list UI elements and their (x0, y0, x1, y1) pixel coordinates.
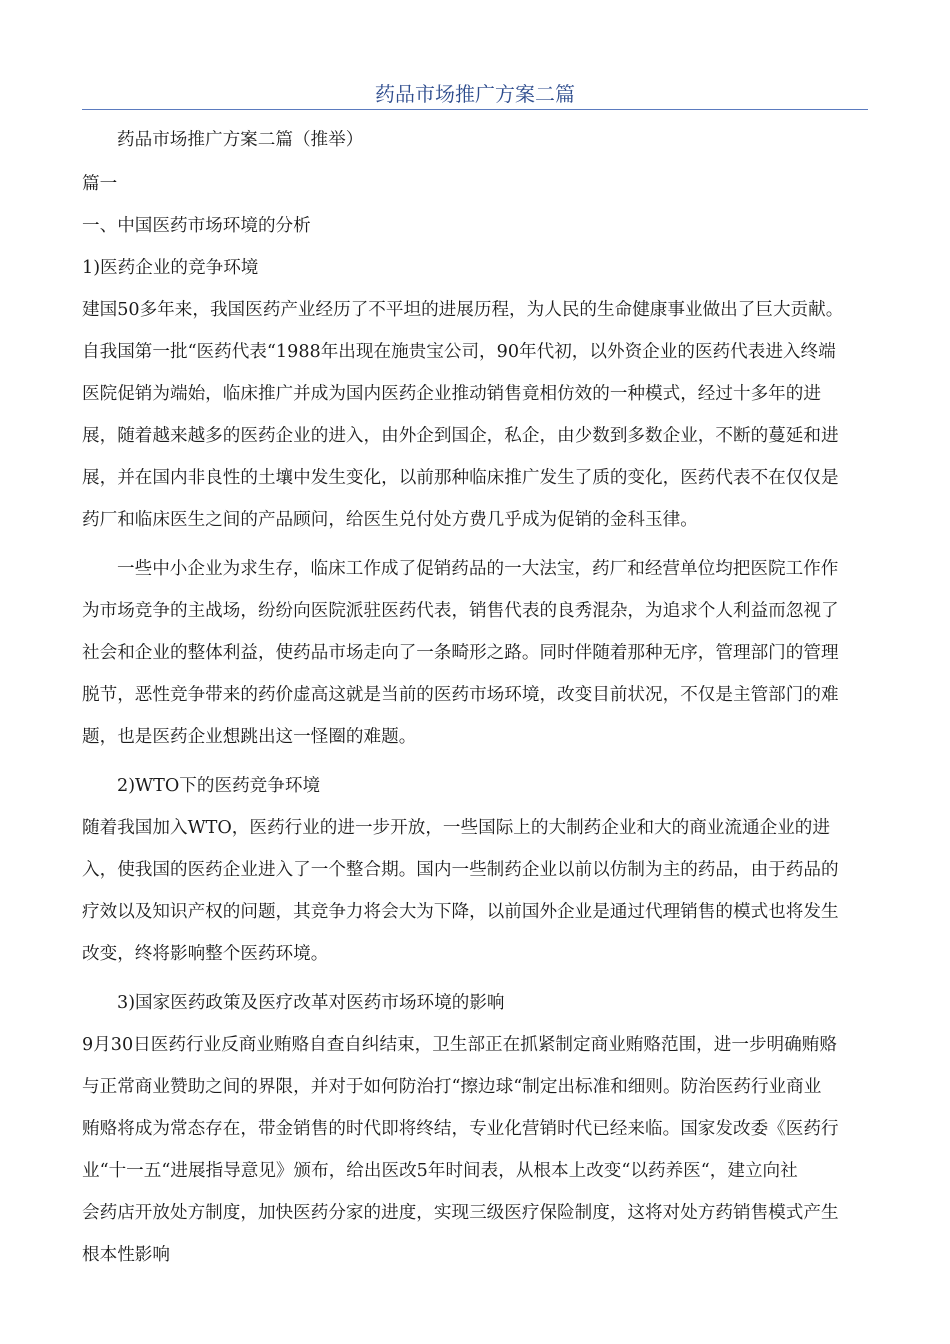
heading-1: 一、中国医药市场环境的分析 (82, 216, 311, 236)
paragraph-line: 展，随着越来越多的医药企业的进入，由外企到国企，私企，由少数到多数企业，不断的蔓延和进 (82, 426, 839, 446)
paragraph-line: 一些中小企业为求生存，临床工作成了促销药品的一大法宝，药厂和经营单位均把医院工作作 (117, 559, 839, 579)
paragraph-line: 题，也是医药企业想跳出这一怪圈的难题。 (82, 727, 417, 747)
subheading-2: 2)WTO下的医药竞争环境 (117, 776, 321, 796)
paragraph-line: 业“十一五“进展指导意见》颁布，给出医改5年时间表，从根本上改变“以药养医“，建立向社 (82, 1161, 798, 1181)
paragraph-line: 入，使我国的医药企业进入了一个整合期。国内一些制药企业以前以仿制为主的药品，由于药品的 (82, 860, 839, 880)
paragraph-line: 医院促销为端始，临床推广并成为国内医药企业推动销售竟相仿效的一种模式，经过十多年的进 (82, 384, 821, 404)
title-divider (82, 109, 868, 110)
paragraph-line: 随着我国加入WTO，医药行业的进一步开放，一些国际上的大制药企业和大的商业流通企业的进 (82, 818, 830, 838)
paragraph-line: 改变，终将影响整个医药环境。 (82, 944, 329, 964)
subtitle-line: 药品市场推广方案二篇（推举） (117, 130, 364, 150)
paragraph-line: 建国50多年来，我国医药产业经历了不平坦的进展历程，为人民的生命健康事业做出了巨大贡献。 (82, 300, 844, 320)
paragraph-line: 与正常商业赞助之间的界限，并对于如何防治打“擦边球“制定出标准和细则。防治医药行业商业 (82, 1077, 822, 1097)
paragraph-line: 自我国第一批“医药代表“1988年出现在施贵宝公司，90年代初，以外资企业的医药代表进入终端 (82, 342, 836, 362)
paragraph-line: 贿赂将成为常态存在，带金销售的时代即将终结，专业化营销时代已经来临。国家发改委《医药行 (82, 1119, 839, 1139)
paragraph-line: 药厂和临床医生之间的产品顾问，给医生兑付处方费几乎成为促销的金科玉律。 (82, 510, 698, 530)
paragraph-line: 为市场竞争的主战场，纷纷向医院派驻医药代表，销售代表的良秀混杂，为追求个人利益而忽视了 (82, 601, 839, 621)
paragraph-line: 会药店开放处方制度，加快医药分家的进度，实现三级医疗保险制度，这将对处方药销售模式产生 (82, 1203, 839, 1223)
paragraph-line: 疗效以及知识产权的问题，其竞争力将会大为下降，以前国外企业是通过代理销售的模式也将发生 (82, 902, 839, 922)
section-label: 篇一 (82, 174, 118, 194)
paragraph-line: 社会和企业的整体利益，使药品市场走向了一条畸形之路。同时伴随着那种无序，管理部门的管理 (82, 643, 839, 663)
subheading-1: 1)医药企业的竞争环境 (82, 258, 259, 278)
page-title: 药品市场推广方案二篇 (375, 82, 575, 106)
subheading-3: 3)国家医药政策及医疗改革对医药市场环境的影响 (117, 993, 505, 1013)
paragraph-line: 脱节，恶性竞争带来的药价虚高这就是当前的医药市场环境，改变目前状况，不仅是主管部门的难 (82, 685, 839, 705)
paragraph-line: 展，并在国内非良性的土壤中发生变化，以前那种临床推广发生了质的变化，医药代表不在仅仅是 (82, 468, 839, 488)
paragraph-line: 根本性影响 (82, 1245, 170, 1265)
paragraph-line: 9月30日医药行业反商业贿赂自查自纠结束，卫生部正在抓紧制定商业贿赂范围，进一步明确贿赂 (82, 1035, 837, 1055)
